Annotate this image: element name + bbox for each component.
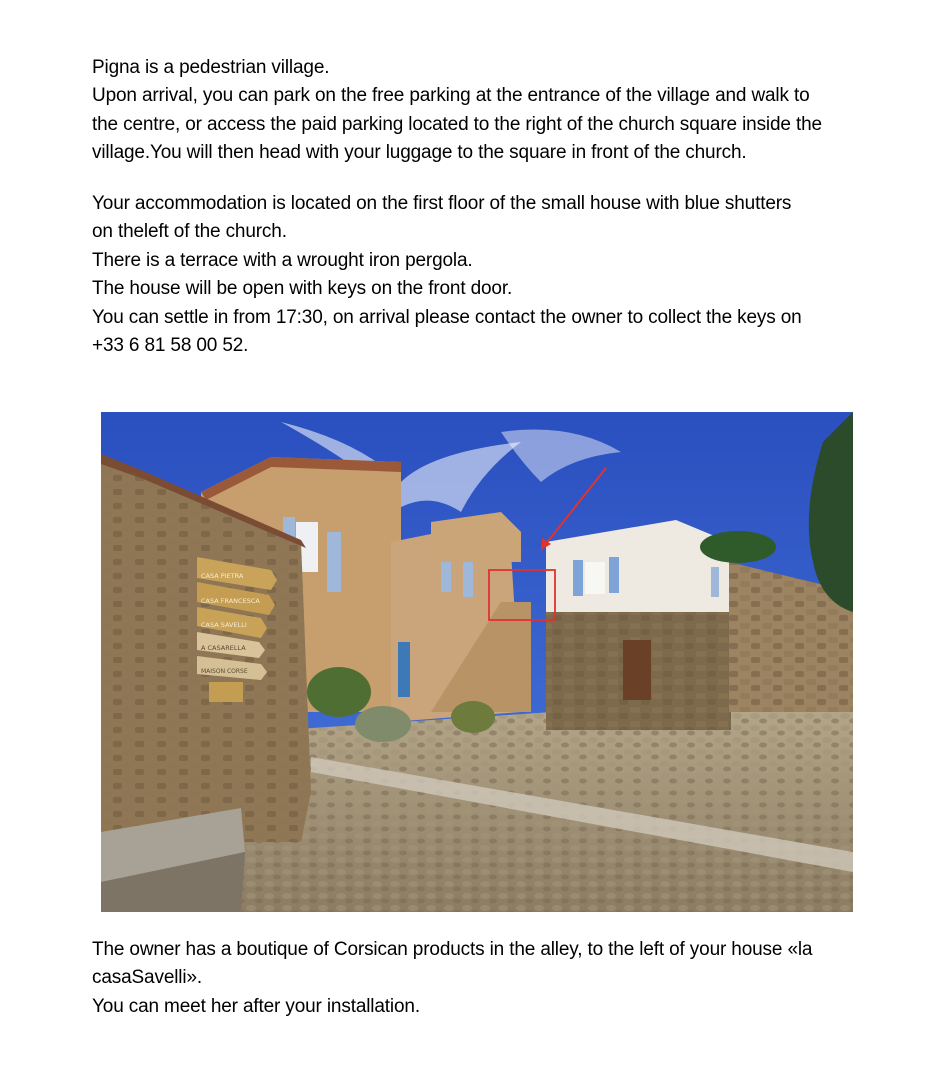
sign-label: MAISON CORSE — [201, 668, 248, 675]
owner-paragraph — [92, 936, 882, 1021]
accommodation-line: You can settle in from 17:30, on arrival please contact the owner to collect the keys on — [92, 306, 802, 328]
sign-label: CASA FRANCESCA — [201, 597, 260, 605]
phone-number: +33 6 81 58 00 52. — [92, 335, 249, 357]
sign-label: CASA PIETRA — [201, 572, 244, 580]
accommodation-line: on theleft of the church. — [92, 221, 287, 243]
accommodation-line: There is a terrace with a wrought iron pergola. — [92, 249, 473, 271]
accommodation-line: The house will be open with keys on the front door. — [92, 278, 513, 300]
intro-line: Pigna is a pedestrian village. — [92, 57, 330, 78]
intro-paragraph — [92, 54, 882, 168]
sign-label: A CASARELLA — [201, 644, 246, 652]
accommodation-line: Your accommodation is located on the first floor of the small house with blue shutters — [92, 193, 792, 214]
accommodation-paragraph — [92, 190, 882, 360]
intro-line: the centre, or access the paid parking located to the right of the church square inside the — [92, 113, 822, 135]
intro-line: Upon arrival, you can park on the free parking at the entrance of the village and walk to — [92, 85, 810, 107]
intro-line: village.You will then head with your luggage to the square in front of the church. — [92, 142, 747, 164]
owner-line: casaSavelli». — [92, 967, 202, 989]
owner-line: The owner has a boutique of Corsican products in the alley, to the left of your house «la — [92, 939, 813, 960]
village-photo-illustration — [101, 412, 853, 912]
sign-label: CASA SAVELLI — [201, 621, 247, 629]
owner-line: You can meet her after your installation. — [92, 995, 420, 1017]
village-photo — [101, 412, 853, 912]
